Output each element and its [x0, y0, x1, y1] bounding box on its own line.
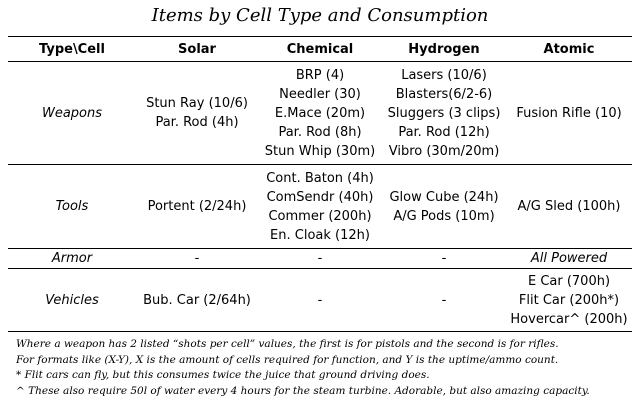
- cell-item: ComSendr (40h): [266, 189, 374, 205]
- cell-item: -: [194, 251, 200, 266]
- cell-tools-hydrogen: [382, 165, 506, 249]
- row-label-armor: Armor: [8, 249, 136, 269]
- header-row: [8, 37, 632, 62]
- cell-item: Fusion Rifle (10): [516, 105, 622, 121]
- table-row-tools: [8, 165, 632, 249]
- table-row-armor: [8, 249, 632, 269]
- cell-item: A/G Pods (10m): [393, 208, 495, 224]
- cell-item: -: [441, 292, 447, 308]
- cell-item: Vibro (30m/20m): [388, 143, 500, 159]
- cell-item: Glow Cube (24h): [389, 189, 499, 205]
- cell-armor-solar: [136, 249, 258, 269]
- cell-vehicles-atomic: [506, 269, 632, 332]
- footnote: Where a weapon has 2 listed “shots per cell” values, the first is for pistols and the second is for rifles.: [16, 338, 559, 350]
- row-label-vehicles: Vehicles: [8, 269, 136, 332]
- cell-vehicles-chemical: [258, 269, 382, 332]
- footnotes: [16, 337, 632, 399]
- cell-item: -: [441, 251, 447, 266]
- table-row-weapons: [8, 62, 632, 165]
- items-table: [8, 36, 632, 332]
- cell-item: Blasters(6/2-6): [395, 86, 493, 102]
- header-chemical: Chemical: [258, 37, 382, 62]
- cell-tools-chemical: [258, 165, 382, 249]
- footnote: ^ These also require 50l of water every 4 hours for the steam turbine. Adorable, but also amazing capacity.: [16, 384, 590, 397]
- table-row-vehicles: [8, 269, 632, 332]
- header-hydrogen: Hydrogen: [382, 37, 506, 62]
- header-atomic: Atomic: [506, 37, 632, 62]
- cell-weapons-solar: [136, 62, 258, 165]
- cell-item: Lasers (10/6): [401, 67, 487, 83]
- cell-item: All Powered: [530, 251, 608, 266]
- cell-item: Stun Ray (10/6): [146, 96, 248, 111]
- cell-armor-chemical: [258, 249, 382, 269]
- cell-vehicles-hydrogen: [382, 269, 506, 332]
- cell-weapons-hydrogen: [382, 62, 506, 165]
- cell-armor-atomic: [506, 249, 632, 269]
- header-solar: Solar: [136, 37, 258, 62]
- cell-item: -: [317, 292, 323, 308]
- cell-vehicles-solar: [136, 269, 258, 332]
- cell-item: Commer (200h): [268, 208, 372, 224]
- header-type-cell: Type\Cell: [8, 37, 136, 62]
- cell-item: En. Cloak (12h): [270, 227, 370, 243]
- cell-item: Portent (2/24h): [147, 199, 247, 214]
- table-title: Items by Cell Type and Consumption: [151, 5, 489, 26]
- cell-tools-atomic: [506, 165, 632, 249]
- cell-tools-solar: [136, 165, 258, 249]
- row-label-weapons: Weapons: [8, 62, 136, 165]
- cell-item: -: [317, 251, 323, 266]
- cell-item: E Car (700h): [527, 273, 611, 289]
- cell-item: Par. Rod (8h): [278, 124, 362, 140]
- cell-weapons-atomic: [506, 62, 632, 165]
- cell-item: Flit Car (200h*): [518, 292, 620, 308]
- cell-item: BRP (4): [295, 67, 345, 83]
- cell-weapons-chemical: [258, 62, 382, 165]
- footnote: * Flit cars can fly, but this consumes twice the juice that ground driving does.: [16, 369, 430, 381]
- cell-item: Bub. Car (2/64h): [143, 292, 251, 308]
- cell-item: Cont. Baton (4h): [266, 170, 374, 186]
- cell-item: Par. Rod (12h): [398, 124, 490, 140]
- cell-item: Needler (30): [279, 86, 361, 102]
- cell-item: E.Mace (20m): [274, 105, 366, 121]
- cell-item: Sluggers (3 clips): [387, 105, 501, 121]
- footnote: For formats like (X-Y), X is the amount of cells required for function, and Y is the uptime/ammo count.: [16, 353, 559, 366]
- cell-armor-hydrogen: [382, 249, 506, 269]
- cell-item: A/G Sled (100h): [517, 199, 621, 214]
- cell-item: Hovercar^ (200h): [510, 311, 628, 327]
- cell-item: Stun Whip (30m): [264, 143, 376, 159]
- row-label-tools: Tools: [8, 165, 136, 249]
- cell-item: Par. Rod (4h): [155, 115, 239, 130]
